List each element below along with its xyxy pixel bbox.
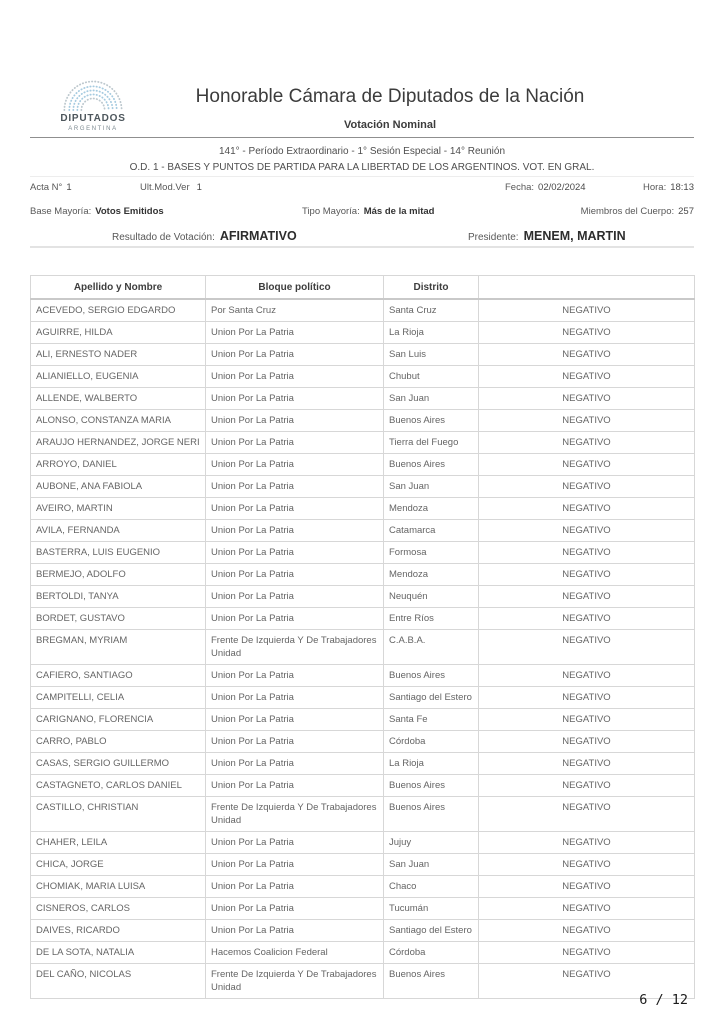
deputy-district: San Juan (384, 388, 479, 410)
table-row (31, 797, 695, 832)
deputy-vote: NEGATIVO (479, 366, 695, 388)
deputy-bloc: Union Por La Patria (206, 832, 384, 854)
column-header-bloc: Bloque político (206, 276, 384, 300)
deputy-name: AVILA, FERNANDA (31, 520, 206, 542)
deputy-district: Formosa (384, 542, 479, 564)
deputy-district: Tierra del Fuego (384, 432, 479, 454)
deputy-vote: NEGATIVO (479, 542, 695, 564)
logo-text-diputados: DIPUTADOS (60, 113, 126, 124)
deputy-district: Chaco (384, 876, 479, 898)
deputy-vote: NEGATIVO (479, 344, 695, 366)
deputy-name: AVEIRO, MARTIN (31, 498, 206, 520)
deputy-name: CAMPITELLI, CELIA (31, 687, 206, 709)
deputy-bloc: Union Por La Patria (206, 432, 384, 454)
tipo-mayoria-field (302, 206, 434, 217)
table-row (31, 586, 695, 608)
deputy-district: Mendoza (384, 498, 479, 520)
deputy-district: Buenos Aires (384, 454, 479, 476)
table-row (31, 410, 695, 432)
deputy-bloc: Hacemos Coalicion Federal (206, 942, 384, 964)
deputy-vote: NEGATIVO (479, 920, 695, 942)
deputy-bloc: Union Por La Patria (206, 876, 384, 898)
presidente-field (468, 229, 626, 243)
table-header-row (31, 276, 695, 300)
deputy-district: Santa Cruz (384, 299, 479, 322)
resultado-field (112, 229, 297, 243)
deputy-bloc: Union Por La Patria (206, 366, 384, 388)
deputy-district: Catamarca (384, 520, 479, 542)
deputy-bloc: Union Por La Patria (206, 498, 384, 520)
deputy-bloc: Union Por La Patria (206, 753, 384, 775)
deputy-district: Buenos Aires (384, 410, 479, 432)
deputy-name: ALIANIELLO, EUGENIA (31, 366, 206, 388)
deputy-vote: NEGATIVO (479, 322, 695, 344)
base-mayoria-field (30, 206, 164, 217)
deputy-vote: NEGATIVO (479, 898, 695, 920)
section-divider (30, 246, 694, 248)
deputy-district: Santiago del Estero (384, 920, 479, 942)
votes-table (30, 275, 695, 999)
table-row (31, 542, 695, 564)
table-row (31, 564, 695, 586)
table-row (31, 520, 695, 542)
table-row (31, 432, 695, 454)
deputy-name: ALONSO, CONSTANZA MARIA (31, 410, 206, 432)
table-row (31, 775, 695, 797)
hora-field (643, 182, 694, 193)
deputy-name: BERMEJO, ADOLFO (31, 564, 206, 586)
deputy-district: Tucumán (384, 898, 479, 920)
deputy-district: Entre Ríos (384, 608, 479, 630)
deputy-vote: NEGATIVO (479, 709, 695, 731)
base-mayoria-label: Base Mayoría: (30, 206, 92, 217)
deputy-name: CARIGNANO, FLORENCIA (31, 709, 206, 731)
miembros-label: Miembros del Cuerpo: (580, 206, 675, 217)
table-row (31, 942, 695, 964)
session-line: 141° - Período Extraordinario - 1° Sesión Especial - 14° Reunión (218, 146, 506, 157)
deputy-name: CASTAGNETO, CARLOS DANIEL (31, 775, 206, 797)
table-row (31, 476, 695, 498)
deputy-bloc: Union Por La Patria (206, 344, 384, 366)
miembros-field (581, 206, 694, 217)
deputy-vote: NEGATIVO (479, 432, 695, 454)
deputy-vote: NEGATIVO (479, 564, 695, 586)
deputy-bloc: Frente De Izquierda Y De Trabajadores Unidad (206, 630, 384, 665)
deputy-name: CHICA, JORGE (31, 854, 206, 876)
table-row (31, 366, 695, 388)
resultado-value: AFIRMATIVO (219, 229, 297, 243)
deputy-bloc: Union Por La Patria (206, 854, 384, 876)
deputy-district: San Luis (384, 344, 479, 366)
deputy-district: San Juan (384, 854, 479, 876)
table-row (31, 832, 695, 854)
deputy-name: ACEVEDO, SERGIO EDGARDO (31, 299, 206, 322)
table-row (31, 454, 695, 476)
deputy-bloc: Union Por La Patria (206, 410, 384, 432)
deputy-name: ARAUJO HERNANDEZ, JORGE NERI (31, 432, 206, 454)
fecha-label: Fecha: (505, 182, 535, 193)
deputy-bloc: Union Por La Patria (206, 608, 384, 630)
deputy-bloc: Union Por La Patria (206, 322, 384, 344)
deputy-district: La Rioja (384, 322, 479, 344)
deputy-bloc: Union Por La Patria (206, 564, 384, 586)
page-number: 6 / 12 (639, 992, 688, 1008)
deputy-vote: NEGATIVO (479, 964, 695, 999)
resultado-label: Resultado de Votación: (112, 232, 215, 243)
deputy-vote: NEGATIVO (479, 630, 695, 665)
table-row (31, 608, 695, 630)
vote-table-body (31, 299, 695, 999)
deputy-name: AGUIRRE, HILDA (31, 322, 206, 344)
table-row (31, 344, 695, 366)
base-mayoria-value: Votos Emitidos (95, 206, 164, 217)
deputy-bloc: Por Santa Cruz (206, 299, 384, 322)
miembros-value: 257 (678, 206, 694, 217)
deputy-name: BORDET, GUSTAVO (31, 608, 206, 630)
tipo-mayoria-label: Tipo Mayoría: (302, 206, 360, 217)
table-row (31, 920, 695, 942)
acta-label: Acta N° (30, 182, 63, 193)
column-header-vote (479, 276, 695, 300)
table-row (31, 665, 695, 687)
deputy-district: C.A.B.A. (384, 630, 479, 665)
deputy-bloc: Union Por La Patria (206, 520, 384, 542)
acta-value: 1 (66, 182, 72, 193)
deputy-bloc: Union Por La Patria (206, 775, 384, 797)
deputy-name: CISNEROS, CARLOS (31, 898, 206, 920)
table-row (31, 687, 695, 709)
deputy-name: AUBONE, ANA FABIOLA (31, 476, 206, 498)
deputy-bloc: Union Por La Patria (206, 920, 384, 942)
deputy-district: Córdoba (384, 942, 479, 964)
table-row (31, 964, 695, 999)
table-row (31, 498, 695, 520)
deputy-vote: NEGATIVO (479, 832, 695, 854)
fecha-value: 02/02/2024 (538, 182, 586, 193)
ultmod-field (140, 182, 202, 193)
hora-label: Hora: (642, 182, 667, 193)
deputy-name: BERTOLDI, TANYA (31, 586, 206, 608)
column-header-district: Distrito (384, 276, 479, 300)
deputy-district: Santiago del Estero (384, 687, 479, 709)
chamber-logo (56, 77, 130, 132)
deputy-district: Córdoba (384, 731, 479, 753)
deputy-name: CAFIERO, SANTIAGO (31, 665, 206, 687)
deputy-vote: NEGATIVO (479, 797, 695, 832)
deputy-vote: NEGATIVO (479, 498, 695, 520)
header-divider (30, 137, 694, 138)
deputy-bloc: Frente De Izquierda Y De Trabajadores Unidad (206, 797, 384, 832)
deputy-vote: NEGATIVO (479, 388, 695, 410)
deputy-district: Santa Fe (384, 709, 479, 731)
deputy-district: Jujuy (384, 832, 479, 854)
deputy-bloc: Union Por La Patria (206, 586, 384, 608)
column-header-name: Apellido y Nombre (31, 276, 206, 300)
deputy-bloc: Union Por La Patria (206, 454, 384, 476)
deputy-district: Buenos Aires (384, 665, 479, 687)
deputy-district: Chubut (384, 366, 479, 388)
deputy-name: CASAS, SERGIO GUILLERMO (31, 753, 206, 775)
presidente-value: MENEM, MARTIN (523, 229, 626, 243)
deputy-district: Neuquén (384, 586, 479, 608)
table-row (31, 753, 695, 775)
deputy-vote: NEGATIVO (479, 854, 695, 876)
table-row (31, 630, 695, 665)
table-row (31, 731, 695, 753)
deputy-vote: NEGATIVO (479, 476, 695, 498)
deputy-vote: NEGATIVO (479, 299, 695, 322)
table-row (31, 388, 695, 410)
deputy-vote: NEGATIVO (479, 410, 695, 432)
logo-text-argentina: ARGENTINA (68, 126, 118, 132)
deputy-name: DEL CAÑO, NICOLAS (31, 964, 206, 999)
deputy-name: CHAHER, LEILA (31, 832, 206, 854)
deputy-vote: NEGATIVO (479, 775, 695, 797)
deputy-bloc: Union Por La Patria (206, 542, 384, 564)
deputy-bloc: Union Por La Patria (206, 731, 384, 753)
session-divider (30, 176, 694, 177)
deputy-name: CARRO, PABLO (31, 731, 206, 753)
deputy-district: San Juan (384, 476, 479, 498)
table-row (31, 322, 695, 344)
deputy-bloc: Union Por La Patria (206, 898, 384, 920)
deputy-bloc: Union Por La Patria (206, 476, 384, 498)
table-row (31, 854, 695, 876)
deputy-district: Mendoza (384, 564, 479, 586)
deputy-vote: NEGATIVO (479, 586, 695, 608)
deputy-district: Buenos Aires (384, 964, 479, 999)
deputy-vote: NEGATIVO (479, 454, 695, 476)
deputy-bloc: Union Por La Patria (206, 687, 384, 709)
deputy-vote: NEGATIVO (479, 608, 695, 630)
tipo-mayoria-value: Más de la mitad (363, 206, 435, 217)
table-row (31, 876, 695, 898)
deputy-bloc: Union Por La Patria (206, 388, 384, 410)
deputy-name: BREGMAN, MYRIAM (31, 630, 206, 665)
deputy-district: Buenos Aires (384, 775, 479, 797)
deputy-name: DAIVES, RICARDO (31, 920, 206, 942)
deputy-name: CHOMIAK, MARIA LUISA (31, 876, 206, 898)
ultmod-value: 1 (196, 182, 202, 193)
deputy-vote: NEGATIVO (479, 942, 695, 964)
deputy-vote: NEGATIVO (479, 876, 695, 898)
table-row (31, 898, 695, 920)
table-row (31, 299, 695, 322)
deputy-district: La Rioja (384, 753, 479, 775)
fecha-field (505, 182, 586, 193)
deputy-bloc: Union Por La Patria (206, 709, 384, 731)
deputy-name: CASTILLO, CHRISTIAN (31, 797, 206, 832)
deputy-vote: NEGATIVO (479, 731, 695, 753)
page-title: Honorable Cámara de Diputados de la Nación (195, 86, 585, 107)
deputy-name: ARROYO, DANIEL (31, 454, 206, 476)
deputy-bloc: Union Por La Patria (206, 665, 384, 687)
order-of-day-line: O.D. 1 - BASES Y PUNTOS DE PARTIDA PARA LA LIBERTAD DE LOS ARGENTINOS. VOT. EN GRAL. (129, 162, 595, 173)
deputy-bloc: Frente De Izquierda Y De Trabajadores Unidad (206, 964, 384, 999)
table-row (31, 709, 695, 731)
hemicycle-logo-icon (60, 77, 126, 111)
deputy-district: Buenos Aires (384, 797, 479, 832)
deputy-vote: NEGATIVO (479, 665, 695, 687)
deputy-name: BASTERRA, LUIS EUGENIO (31, 542, 206, 564)
hora-value: 18:13 (670, 182, 694, 193)
acta-field (30, 182, 72, 193)
deputy-vote: NEGATIVO (479, 687, 695, 709)
presidente-label: Presidente: (468, 232, 519, 243)
ultmod-label: Ult.Mod.Ver (140, 182, 190, 193)
deputy-name: ALI, ERNESTO NADER (31, 344, 206, 366)
deputy-name: ALLENDE, WALBERTO (31, 388, 206, 410)
deputy-name: DE LA SOTA, NATALIA (31, 942, 206, 964)
deputy-vote: NEGATIVO (479, 753, 695, 775)
page-subtitle: Votación Nominal (343, 119, 437, 131)
deputy-vote: NEGATIVO (479, 520, 695, 542)
